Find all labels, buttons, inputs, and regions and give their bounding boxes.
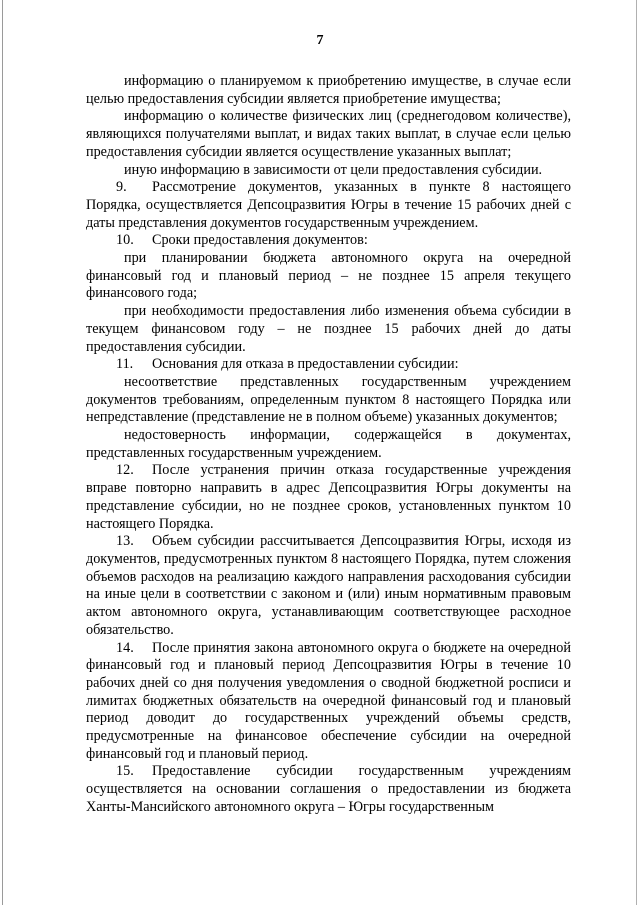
paragraph-refusal-nonconformity — [86, 374, 571, 427]
clause-number: 10. — [116, 232, 134, 249]
paragraph-text: После принятия закона автономного округа о бюджете на очередной финансовый год и плановый период Депсоцразвития Югры в течение 10 рабочих дней со дня получения уведомления о сводной бюджетной росписи и лимитах бюджетных обязательств на очередной финансовый год и плановый период доводит до государственных учреждений объемы средств, предусмотренные на финансовое обеспечение субсидии на очередной финансовый год и плановый период. — [86, 639, 571, 762]
paragraph-text: Сроки предоставления документов: — [152, 232, 368, 249]
paragraph-persons-info — [86, 108, 571, 161]
paragraph-planning-deadline — [86, 250, 571, 303]
paragraph-text: После устранения причин отказа государственные учреждения вправе повторно направить в адрес Депсоцразвития Югры документы на представление субсидии, но не позднее сроков, установленных пунктом 10 настоящего Порядка. — [86, 462, 571, 532]
paragraph-change-deadline — [86, 303, 571, 356]
paragraph-text: недостоверность информации, содержащейся в документах, представленных государственным учреждением. — [86, 427, 571, 461]
paragraph-text: при планировании бюджета автономного округа на очередной финансовый год и плановый период – не позднее 15 апреля текущего финансового года; — [86, 250, 571, 302]
clause-15 — [86, 763, 571, 816]
clause-number: 14. — [116, 639, 134, 656]
scan-edge-left — [2, 0, 3, 905]
clause-13 — [86, 533, 571, 639]
paragraph-text: информацию о планируемом к приобретению имуществе, в случае если целью предоставления субсидии является приобретение имущества; — [86, 73, 571, 107]
page-number: 7 — [316, 33, 324, 48]
paragraph-text: Предоставление субсидии государственным учреждениям осуществляется на основании соглашения о предоставлении из бюджета Ханты-Мансийского автономного округа – Югры государственным — [86, 763, 571, 815]
clause-14 — [86, 640, 571, 764]
paragraph-text: Основания для отказа в предоставлении субсидии: — [152, 356, 459, 373]
clause-11 — [86, 356, 571, 374]
clause-9 — [86, 179, 571, 232]
document-body — [86, 73, 571, 817]
clause-number: 15. — [116, 763, 134, 780]
paragraph-text: Рассмотрение документов, указанных в пункте 8 настоящего Порядка, осуществляется Депсоцразвития Югры в течение 15 рабочих дней с даты представления документов государственным учреждением. — [86, 179, 571, 231]
paragraph-text: несоответствие представленных государственным учреждением документов требованиям, определенным пунктом 8 настоящего Порядка или непредставление (представление не в полном объеме) указанных документов; — [86, 373, 571, 426]
paragraph-property-info — [86, 73, 571, 108]
clause-number: 9. — [116, 179, 127, 196]
paragraph-text: иную информацию в зависимости от цели предоставления субсидии. — [124, 161, 543, 178]
paragraph-text: Объем субсидии рассчитывается Депсоцразвития Югры, исходя из документов, предусмотренных пунктом 8 настоящего Порядка, путем сложения объемов расходов на реализацию каждого направления расходования субсидии на иные цели в соответствии с законом и (или) иным нормативным правовым актом автономного округа, устанавливающим соответствующее расходное обязательство. — [86, 533, 571, 638]
paragraph-refusal-inaccuracy — [86, 427, 571, 462]
clause-10 — [86, 232, 571, 250]
clause-number: 11. — [116, 356, 134, 373]
clause-number: 12. — [116, 462, 134, 479]
clause-12 — [86, 462, 571, 533]
paragraph-text: информацию о количестве физических лиц (среднегодовом количестве), являющихся получателями выплат, и видах таких выплат, в случае если целью предоставления субсидии является осуществление указанных выплат; — [86, 108, 571, 160]
clause-number: 13. — [116, 533, 134, 550]
paragraph-other-info — [86, 162, 571, 180]
scan-edge-right — [636, 0, 637, 905]
paragraph-text: при необходимости предоставления либо изменения объема субсидии в текущем финансовом году – не позднее 15 рабочих дней до даты предоставления субсидии. — [86, 303, 571, 355]
